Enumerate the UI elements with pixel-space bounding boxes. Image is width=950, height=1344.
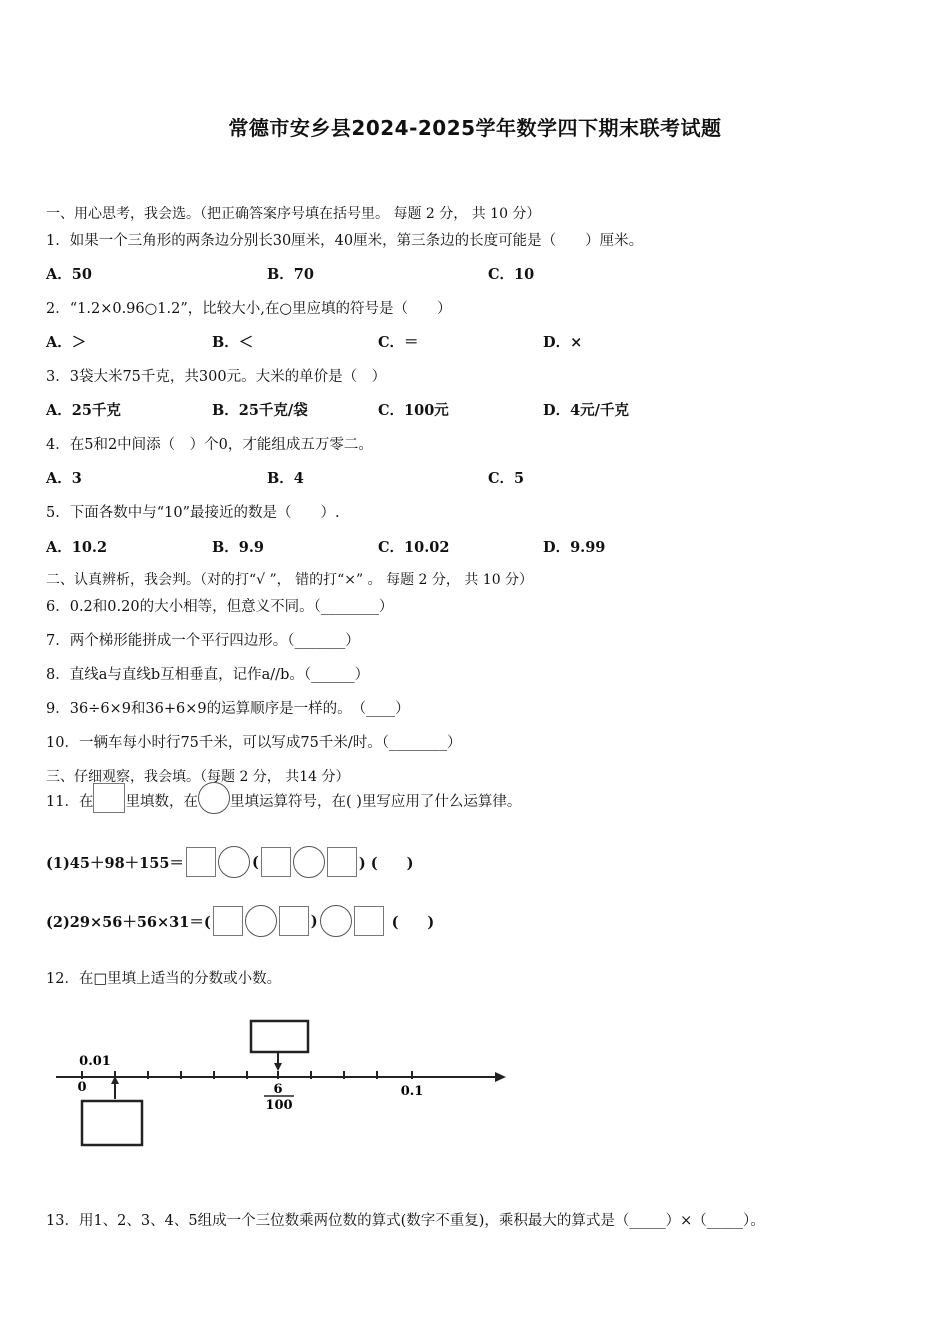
q11-mid: 里填数，在 [125,793,198,810]
q2-option-b: B．＜ [212,334,254,351]
answer-box-bottom[interactable] [82,1101,142,1145]
question-4: 4．在5和2中间添（ ）个0，才能组成五万零二。 [46,437,373,453]
q4-option-c: C．5 [488,470,525,487]
q2-option-a: A．＞ [46,334,87,351]
question-6: 6．0.2和0.20的大小相等，但意义不同。（________） [46,599,394,615]
answer-circle-3[interactable] [245,905,277,937]
eq1-open-paren: ( [251,853,259,871]
answer-square-2[interactable] [261,847,291,877]
q3-option-c: C．100元 [378,402,449,419]
question-9: 9．36÷6×9和36+6×9的运算顺序是一样的。 （____） [46,701,410,717]
q1-option-a: A．50 [46,266,92,283]
q2-option-c: C．＝ [378,334,419,351]
q5-option-d: D．9.99 [543,539,606,556]
question-1: 1．如果一个三角形的两条边分别长30厘米，40厘米，第三条边的长度可能是（ ）厘米。 [46,233,644,249]
label-0-01: 0.01 [79,1054,111,1069]
eq2-left: (2)29×56＋56×31＝( [46,913,211,931]
answer-square-1[interactable] [186,847,216,877]
answer-circle-1[interactable] [218,846,250,878]
answer-square-6[interactable] [354,906,384,936]
eq2-answer-paren: ( ) [391,913,435,931]
number-line-figure [50,1015,520,1155]
answer-box-top[interactable] [251,1021,308,1052]
page-title: 常德市安乡县2024-2025学年数学四下期末联考试题 [228,116,722,140]
blank-circle-icon [198,782,230,814]
q3-option-b: B．25千克/袋 [212,402,308,419]
answer-square-4[interactable] [213,906,243,936]
q2-option-d: D．× [543,334,583,351]
q11-prefix: 11．在 [46,793,94,810]
q3-option-a: A．25千克 [46,402,121,419]
section-3-heading: 三、仔细观察，我会填。（每题 2 分， 共14 分） [46,769,350,785]
q1-option-b: B．70 [267,266,314,283]
q11-equation-2 [46,905,434,937]
arrow-down-head [274,1063,282,1071]
q5-option-c: C．10.02 [378,539,450,556]
answer-circle-4[interactable] [320,905,352,937]
answer-circle-2[interactable] [293,846,325,878]
label-100: 100 [265,1098,293,1113]
question-13: 13．用1、2、3、4、5组成一个三位数乘两位数的算式(数字不重复)，乘积最大的算式是（_____）×（_____）。 [46,1213,765,1229]
q1-option-c: C．10 [488,266,535,283]
eq1-left: (1)45＋98＋155＝ [46,854,184,872]
q4-option-a: A．3 [46,470,82,487]
answer-square-3[interactable] [327,847,357,877]
label-0: 0 [77,1080,87,1095]
eq1-close: ) ( ) [358,854,414,872]
question-2: 2．“1.2×0.96○1.2”，比较大小,在○里应填的符号是（ ） [46,301,452,317]
eq2-close-paren: ) [310,912,318,930]
question-8: 8．直线a与直线b互相垂直，记作a//b。（______） [46,667,370,683]
answer-square-5[interactable] [279,906,309,936]
section-1-heading: 一、用心思考，我会选。（把正确答案序号填在括号里。 每题 2 分， 共 10 分） [46,206,541,222]
question-5: 5．下面各数中与“10”最接近的数是（ ）. [46,505,340,521]
q11-suffix: 里填运算符号，在( )里写应用了什么运算律。 [229,793,522,810]
label-6: 6 [273,1082,283,1097]
q11-equation-1 [46,846,413,878]
q5-option-a: A．10.2 [46,539,108,556]
question-11 [46,786,521,814]
question-3: 3．3袋大米75千克，共300元。大米的单价是（ ） [46,369,387,385]
number-line-arrowhead [495,1072,506,1082]
question-12: 12．在□里填上适当的分数或小数。 [46,971,282,987]
q3-option-d: D．4元/千克 [543,402,629,419]
section-2-heading: 二、认真辨析，我会判。（对的打“√ ”， 错的打“×” 。 每题 2 分， 共 10 分） [46,572,534,588]
question-10: 10．一辆车每小时行75千米，可以写成75千米/时。（________） [46,735,462,751]
question-7: 7．两个梯形能拼成一个平行四边形。（_______） [46,633,360,649]
q5-option-b: B．9.9 [212,539,264,556]
q4-option-b: B．4 [267,470,304,487]
label-0-1: 0.1 [400,1084,424,1099]
blank-square-icon [93,783,125,813]
